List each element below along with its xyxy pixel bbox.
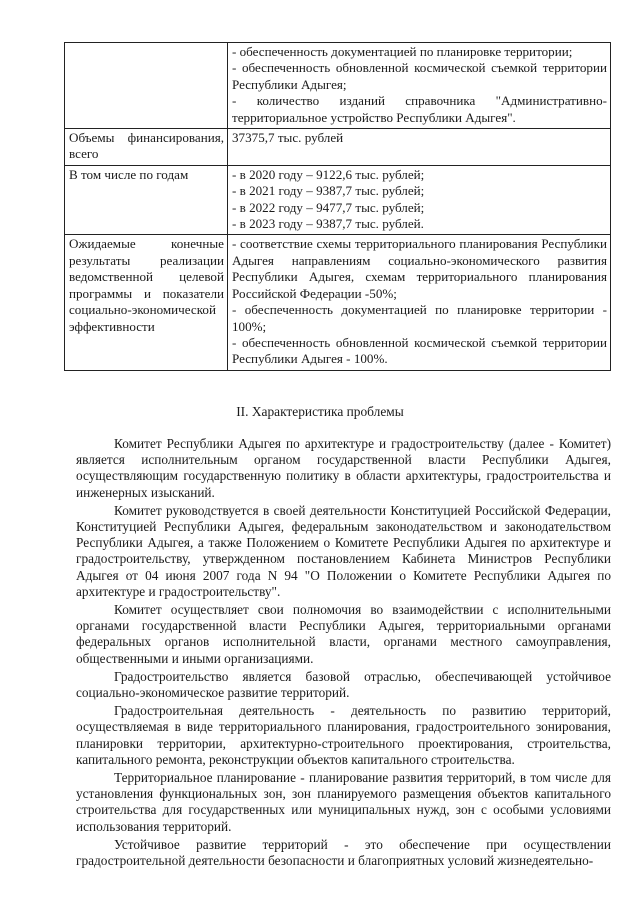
row-value [228,129,611,166]
value-line: - обеспеченность обновленной космической съемкой территории Республики Адыгея - 100%. [232,334,607,367]
value-line: - количество изданий справочника "Административно-территориальное устройство Республики Адыгея". [232,93,607,125]
value-line: - в 2022 году – 9477,7 тыс. рублей; [232,199,425,215]
row-value [228,235,611,370]
value-line: - соответствие схемы территориального планирования Республики Адыгея направлениям социально-экономического развития Республики Адыгея, схемам территориального планирования Российской Федерации -50%; [232,236,607,301]
table-row [65,235,611,370]
row-value [228,165,611,235]
value-line: - в 2023 году – 9387,7 тыс. рублей. [232,216,424,232]
paragraph: Устойчивое развитие территорий - это обеспечение при осуществлении градостроительной деятельности безопасности и благоприятных условий жизнедеятельно- [76,836,611,869]
row-label [65,43,228,129]
table-row [65,129,611,166]
paragraph: Территориальное планирование - планирование развития территорий, в том числе для установления функциональных зон, зон планируемого размещения объектов капитального строительства для государственных или муниципальных нужд, зон с особыми условиями использования территорий. [76,770,611,834]
value-line: - в 2020 году – 9122,6 тыс. рублей; [232,166,425,182]
paragraph: Градостроительная деятельность - деятельность по развитию территорий, осуществляемая в виде территориального планирования, градостроительного зонирования, планировки территории, архитектурно-строительного проектирования, строительства, капитального ремонта, реконструкции объектов капитального строительства. [76,703,611,767]
paragraph: Комитет осуществляет свои полномочия во взаимодействии с исполнительными органами государственной власти Республики Адыгея, территориальными органами федеральных органов исполнительной власти, органами местного самоуправления, общественными и иными организациями. [76,602,611,666]
table-row [65,165,611,235]
table-row [65,43,611,129]
value-line: 37375,7 тыс. рублей [232,130,344,146]
row-value [228,43,611,129]
paragraph: Комитет Республики Адыгея по архитектуре и градостроительству (далее - Комитет) является исполнительным органом государственной власти Республики Адыгея, осуществляющим государственную политику в области архитектуры, градостроительства и инженерных изысканий. [76,436,611,500]
value-line: - в 2021 году – 9387,7 тыс. рублей; [232,183,425,199]
section-heading: II. Характеристика проблемы [236,404,404,419]
program-passport-table [64,42,611,371]
value-line: - обеспеченность документацией по планировке территории; [232,44,573,59]
body-text [76,436,611,871]
value-line: - обеспеченность документацией по планировке территории - 100%; [232,302,607,334]
value-line: - обеспеченность обновленной космической съемкой территории Республики Адыгея; [232,60,607,92]
row-label: В том числе по годам [65,165,228,235]
row-label: Объемы финансирования, всего [65,129,228,166]
paragraph: Градостроительство является базовой отраслью, обеспечивающей устойчивое социально-экономическое развитие территорий. [76,668,611,701]
paragraph: Комитет руководствуется в своей деятельности Конституцией Российской Федерации, Конституцией Республики Адыгея, федеральным законодательством и законодательством Республики Адыгея, а также Положением о Комитете Республики Адыгея по архитектуре и градостроительству, утвержденном постановлением Кабинета Министров Республики Адыгея от 04 июня 2007 года N 94 "О Положении о Комитете Республики Адыгея по архитектуре и градостроительству". [76,502,611,599]
row-label: Ожидаемые конечные результаты реализации ведомственной целевой программы и показатели социально-экономической эффективности [65,235,228,370]
